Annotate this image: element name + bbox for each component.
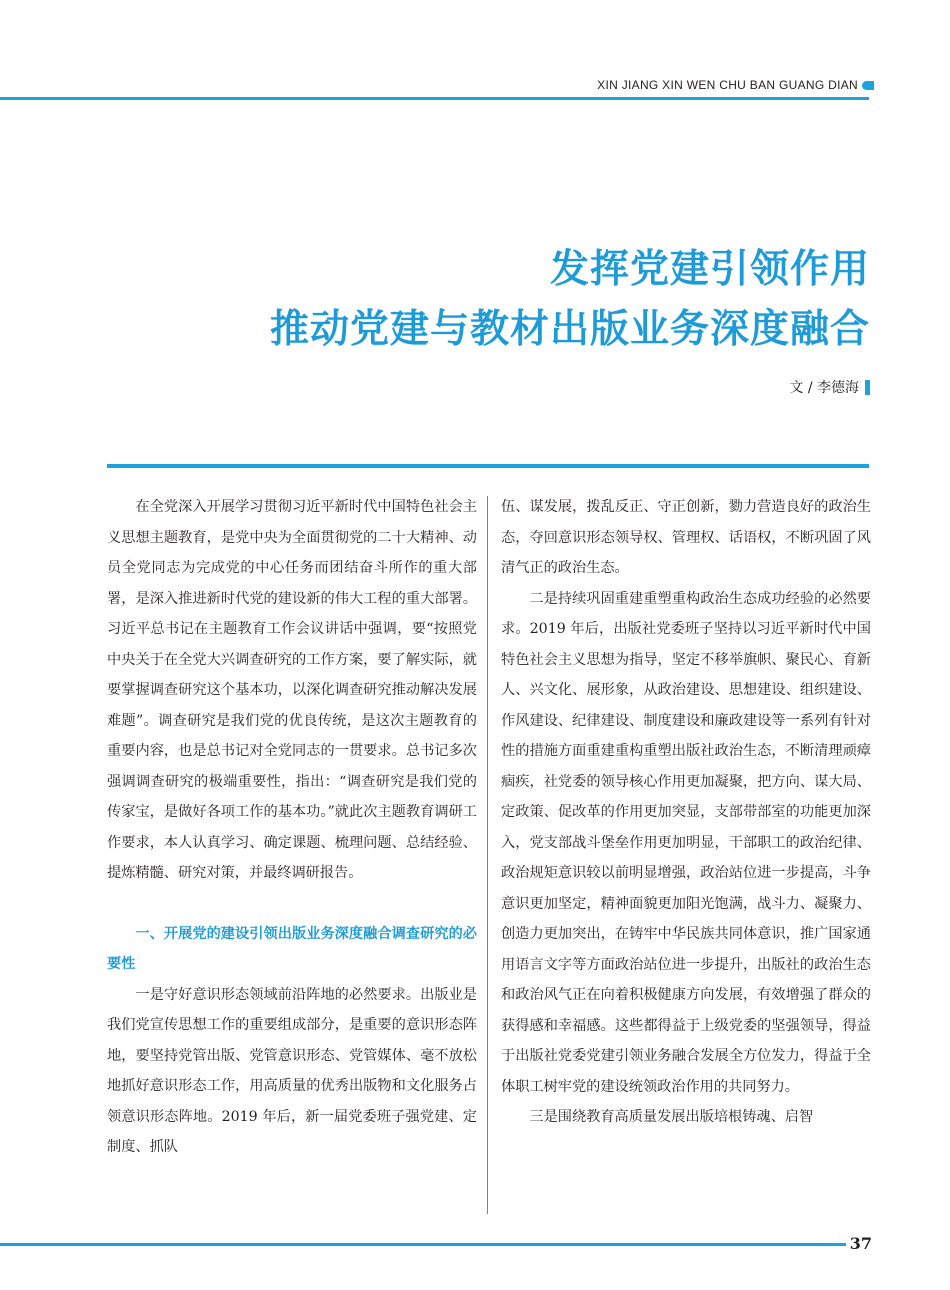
- page-number: 37: [849, 1234, 872, 1253]
- section1-paragraph1: 一是守好意识形态领域前沿阵地的必然要求。出版业是我们党宣传思想工作的重要组成部分，是重要的意识形态阵地，要坚持党管出版、党管意识形态、党管媒体、毫不放松地抓好意识形态工作，用高质量的优秀出版物和文化服务占领意识形态阵地。2019 年后，新一届党委班子强党建、定制度、抓队: [107, 986, 477, 1155]
- section1-paragraph3-start: 三是围绕教育高质量发展出版培根铸魂、启智: [529, 1109, 814, 1125]
- article-title-line2: 推动党建与教材出版业务深度融合: [269, 307, 870, 352]
- byline-text: 文 / 李德海: [789, 380, 859, 396]
- header-rule: [0, 97, 869, 100]
- header-tab-marker: [862, 81, 874, 90]
- intro-paragraph: 在全党深入开展学习贯彻习近平新时代中国特色社会主义思想主题教育，是党中央为全面贯彻党的二十大精神、动员全党同志为完成党的中心任务而团结奋斗所作的重大部署，是深入推进新时代党的建设新的伟大工程的重大部署。习近平总书记在主题教育工作会议讲话中强调，要“按照党中央关于在全党大兴调查研究的工作方案，要了解实际，就要掌握调查研究这个基本功，以深化调查研究推动解决发展难题”。调查研究是我们党的优良传统，是这次主题教育的重要内容，也是总书记对全党同志的一贯要求。总书记多次强调调查研究的极端重要性，指出：“调查研究是我们党的传家宝，是做好各项工作的基本功。”就此次主题教育调研工作要求，本人认真学习、确定课题、梳理问题、总结经验、提炼精髓、研究对策，并最终调研报告。: [107, 499, 477, 881]
- paragraph-gap: [107, 889, 477, 919]
- continued-paragraph: 伍、谋发展，拨乱反正、守正创新，勠力营造良好的政治生态，夺回意识形态领导权、管理权、话语权，不断巩固了风清气正的政治生态。: [501, 499, 871, 576]
- column-separator: [487, 496, 488, 1214]
- byline: [789, 377, 870, 397]
- byline-marker: [865, 380, 870, 395]
- footer-rule: [0, 1243, 846, 1246]
- section1-heading: 一、开展党的建设引领出版业务深度融合调查研究的必要性: [107, 925, 477, 972]
- title-divider: [107, 464, 869, 468]
- running-header: [597, 78, 874, 92]
- left-column: [107, 492, 477, 1163]
- article-title-line1: 发挥党建引领作用: [549, 247, 870, 292]
- section1-paragraph2: 二是持续巩固重建重塑重构政治生态成功经验的必然要求。2019 年后，出版社党委班子坚持以习近平新时代中国特色社会主义思想为指导，坚定不移举旗帜、聚民心、育新人、兴文化、展形象，从政治建设、思想建设、组织建设、作风建设、纪律建设、制度建设和廉政建设等一系列有针对性的措施方面重建重构重塑出版社政治生态，不断清理顽瘴痼疾，社党委的领导核心作用更加凝聚，把方向、谋大局、定政策、促改革的作用更加突显，支部带部室的功能更加深入，党支部战斗堡垒作用更加明显，干部职工的政治纪律、政治规矩意识较以前明显增强，政治站位进一步提高，斗争意识更加坚定，精神面貌更加阳光饱满，战斗力、凝聚力、创造力更加突出，在铸牢中华民族共同体意识，推广国家通用语言文字等方面政治站位进一步提升，出版社的政治生态和政治风气正在向着积极健康方向发展，有效增强了群众的获得感和幸福感。这些都得益于上级党委的坚强领导，得益于出版社党委党建引领业务融合发展全方位发力，得益于全体职工树牢党的建设统领政治作用的共同努力。: [501, 590, 871, 1095]
- running-header-text: XIN JIANG XIN WEN CHU BAN GUANG DIAN: [597, 78, 858, 92]
- right-column: [501, 492, 871, 1133]
